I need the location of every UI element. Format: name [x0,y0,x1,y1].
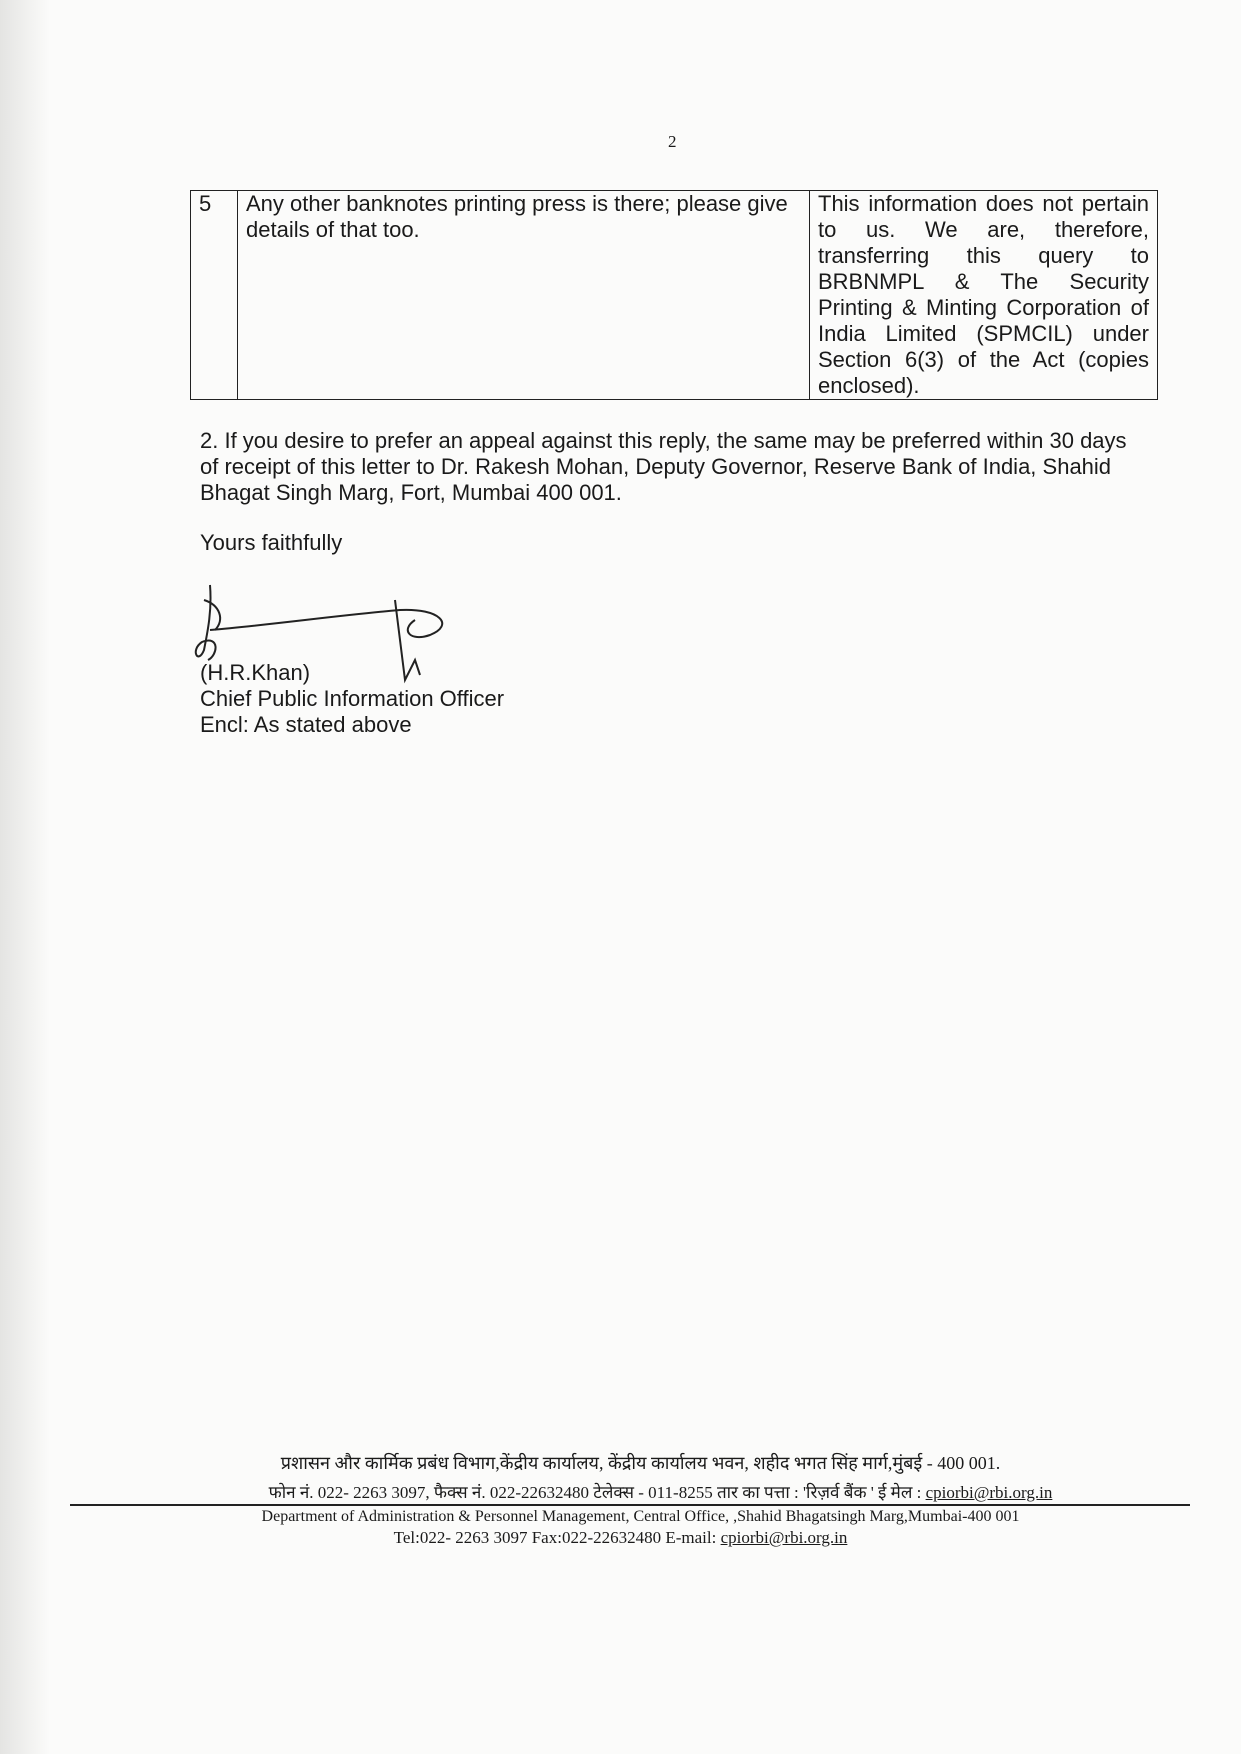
enclosure-note: Encl: As stated above [200,712,412,737]
footer-english-address: Department of Administration & Personnel Management, Central Office, ,Shahid Bhagatsingh Marg,Mumbai-400 001 [261,1508,1020,1525]
footer-divider [70,1504,1190,1506]
appeal-paragraph: 2. If you desire to prefer an appeal against this reply, the same may be preferred within 30 days of receipt of this letter to Dr. Rakesh Mohan, Deputy Governor, Reserve Bank of India, Shahid Bhagat Singh Marg, Fort, Mumbai 400 001. [200,428,1127,505]
signatory-name: (H.R.Khan) [200,660,311,685]
footer-hindi-email-link[interactable]: cpiorbi@rbi.org.in [925,1483,1053,1502]
footer-hindi-contact-text: फोन नं. 022- 2263 3097, फैक्स नं. 022-22632480 टेलेक्स - 011-8255 तार का पत्ता : 'रिज़र्व बैंक ' ई मेल : [268,1483,926,1502]
footer-hindi-address: प्रशासन और कार्मिक प्रबंध विभाग,केंद्रीय कार्यालय, केंद्रीय कार्यालय भवन, शहीद भगत सिंह मार्ग,मुंबई - 400 001. [280,1453,1001,1473]
signatory-title: Chief Public Information Officer [200,686,505,711]
footer-hindi-contact [0,1480,1241,1503]
reply-table [190,190,1158,400]
page-number: 2 [668,132,677,151]
table-row [191,191,1158,400]
row-reply: This information does not pertain to us. We are, therefore, transferring this query to BRBNMPL & The Security Printing & Minting Corporation of India Limited (SPMCIL) under Section 6(3) of the Act (copies enclosed). [810,191,1158,400]
closing: Yours faithfully [200,530,343,555]
row-query: Any other banknotes printing press is there; please give details of that too. [238,191,810,400]
footer-english-email-link[interactable]: cpiorbi@rbi.org.in [720,1528,848,1547]
footer-english-contact [0,1528,1241,1548]
row-number: 5 [191,191,238,400]
footer-english-contact-text: Tel:022- 2263 3097 Fax:022-22632480 E-mail: [393,1528,721,1547]
